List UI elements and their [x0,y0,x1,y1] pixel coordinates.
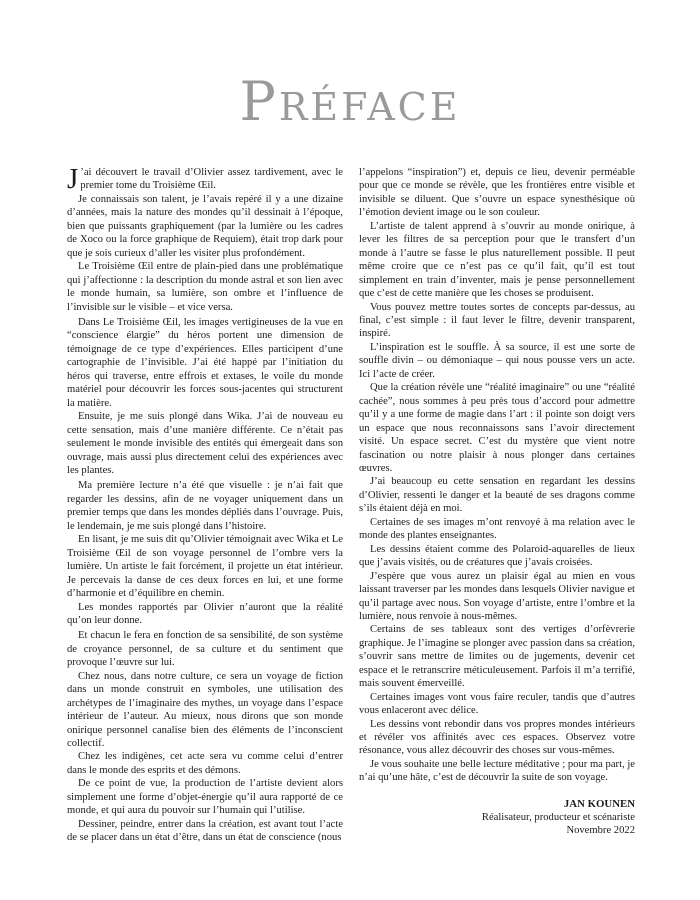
paragraph: De ce point de vue, la production de l’artiste devient alors simplement une forme d’objet-énergie qu’il aura rapporté de ce monde, et qui aura du pouvoir sur l’humain qui l’utilise. [67,778,343,817]
paragraph: Vous pouvez mettre toutes sortes de concepts par-dessus, au final, c’est simple : il faut lever le filtre, devenir transparent, inspiré. [359,301,635,340]
paragraph: L’artiste de talent apprend à s’ouvrir au monde onirique, à lever les filtres de sa perception pour que le transfert d’un monde à l’autre se fasse le plus naturellement possible. Il peut même croire que ce n’est pas ce qu’il fait, qu’il est tout simplement en train d’inventer, mais je pense personnellement que c’est de cette manière que les choses se produisent. [359,220,635,300]
paragraph: L’inspiration est le souffle. À sa source, il est une sorte de souffle divin – ou démoniaque – qui nous pousse vers un acte. Ici l’acte de créer. [359,341,635,380]
intro-text: ’ai découvert le travail d’Olivier assez tardivement, avec le premier tome du Troisième Œil. [80,167,343,192]
paragraph: Les dessins vont rebondir dans vos propres mondes intérieurs et révéler vos affinités avec ces espaces. Observez votre résonance, vous allez découvrir des choses sur vous-mêmes. [359,718,635,757]
paragraph: Que la création révèle une “réalité imaginaire” ou une “réalité cachée”, nous sommes à peu près tous d’accord pour admettre qu’il y a une forme de magie dans l’art : il pointe son doigt vers un espace que nous reconnaissons sans l’avoir directement visité. Un espace secret. C’est du mystère que vient notre fascination ou notre plaisir à nous plonger dans certaines œuvres. [359,382,635,474]
left-column [67,163,343,845]
paragraph: Dans Le Troisième Œil, les images vertigineuses de la vue en “conscience élargie” du héros portent une dimension de témoignage de ce type d’expériences. Elles participent d’une cartographie de l’invisible. J’ai été happé par l’initiation du héros qui traverse, entre effrois et extases, le voile du monde matériel pour découvrir les forces sous-jacentes qui structurent la matière. [67,316,343,409]
paragraph: Les dessins étaient comme des Polaroid-aquarelles de lieux que j’avais visités, ou de créatures que j’avais croisées. [359,543,635,569]
paragraph: Je connaissais son talent, je l’avais repéré il y a une dizaine d’années, mais la nature des mondes qu’il dessinait à l’époque, bien que puissants graphiquement (par la lumière ou les cadres de Xoco ou la force graphique de Requiem), était trop dark pour que je sois curieux d’aller les visiter plus profondément. [67,193,343,259]
paragraph: l’appelons “inspiration”) et, depuis ce lieu, devenir perméable pour que ce monde se révèle, que les frontières entre visible et invisible se diluent. Que s’ouvre un espace synesthésique où l’émotion devient image ou le son couleur. [359,167,635,219]
paragraph: Chez nous, dans notre culture, ce sera un voyage de fiction dans un monde construit en symboles, une utilisation des archétypes de l’imaginaire des mythes, un voyage dans l’espace intérieur de l’auteur. Au mieux, nous dirons que son monde onirique personnel canalise bien des éléments de l’inconscient collectif. [67,670,343,750]
author-name: JAN KOUNEN [563,797,635,810]
intro-paragraph [67,163,343,195]
paragraph: Certaines images vont vous faire reculer, tandis que d’autres vous enlaceront avec délice. [359,691,635,717]
paragraph: Certaines de ses images m’ont renvoyé à ma relation avec le monde des plantes enseignantes. [359,516,635,542]
paragraph: Et chacun le fera en fonction de sa sensibilité, de son système de croyance personnel, de sa culture et du sentiment que provoque l’œuvre sur lui. [67,630,343,669]
paragraph: Je vous souhaite une belle lecture méditative ; pour ma part, je n’ai qu’une hâte, c’est de découvrir la suite de son voyage. [359,758,635,784]
paragraph: En lisant, je me suis dit qu’Olivier témoignait avec Wika et Le Troisième Œil de son voyage personnel de l’ombre vers la lumière. Un artiste le fait forcément, il projette un état intérieur. Je percevais la danse de ces deux forces en lui, et une forme d’harmonie et d’équilibre en chemin. [67,534,343,600]
drop-cap: J [67,163,79,195]
right-column [359,166,635,838]
paragraph: Chez les indigènes, cet acte sera vu comme celui d’entrer dans le monde des esprits et des démons. [67,751,343,776]
paragraph: Les mondes rapportés par Olivier n’auront que la réalité qu’on leur donne. [67,601,343,626]
page-title: Préface [239,70,461,133]
paragraph: Ensuite, je me suis plongé dans Wika. J’ai de nouveau eu cette sensation, mais d’une manière différente. Ce n’était pas seulement le monde invisible des entités qui émergeait dans son ouvrage, mais aussi plus directement celui des expériences avec les plantes. [67,411,343,476]
paragraph: Ma première lecture n’a été que visuelle : je n’ai fait que regarder les dessins, afin de ne voyager uniquement dans un premier temps que dans les mondes dépliés dans l’ouvrage. Puis, le lendemain, je me suis plongé dans l’histoire. [67,480,343,532]
paragraph: Certains de ses tableaux sont des vertiges d’orfèvrerie graphique. Je l’imagine se plonger avec passion dans sa création, s’ouvrir sans mettre de limites ou de jugements, devenir cet espace et le retranscrire méticuleusement. Parfois il m’a terrifié, mais souvent émerveillé. [359,624,635,690]
paragraph: J’espère que vous aurez un plaisir égal au mien en vous laissant traverser par les mondes dans lesquels Olivier navigue et qu’il partage avec nous. Son voyage d’artiste, entre l’ombre et la lumière, nous renvoie à nous-mêmes. [359,570,635,622]
signature [359,797,635,838]
paragraph: Dessiner, peindre, entrer dans la création, est avant tout l’acte de se placer dans un état d’être, dans un état de conscience (nous [67,818,343,844]
paragraph: J’ai beaucoup eu cette sensation en regardant les dessins d’Olivier, ressenti le danger et la beauté de ses dragons comme s’ils étaient déjà en moi. [359,476,635,515]
author-role: Réalisateur, producteur et scénariste [481,811,635,823]
signature-date: Novembre 2022 [566,825,635,837]
paragraph: Le Troisième Œil entre de plain-pied dans une problématique qui j’affectionne : la description du monde astral et son lien avec le monde humain, sa lumière, son ombre et l’influence de l’invisible sur le visible – et vice versa. [67,261,343,313]
